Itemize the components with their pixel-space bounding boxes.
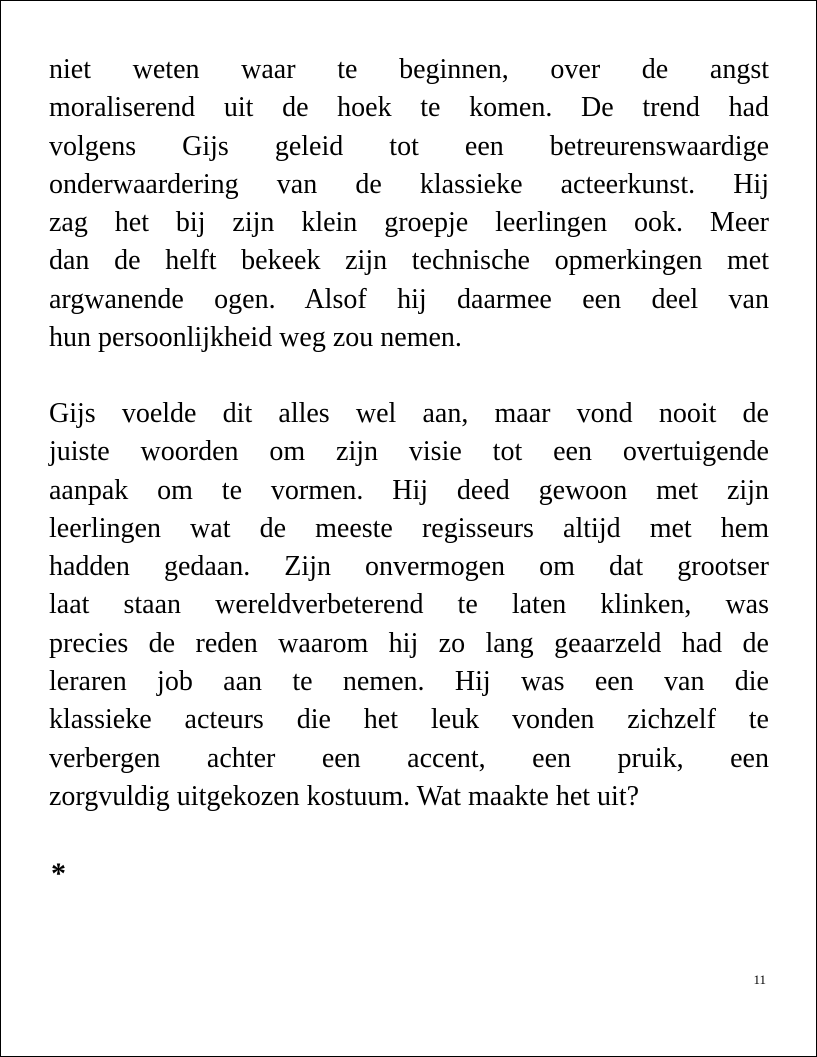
text-line: argwanende ogen. Alsof hij daarmee een deel van [49, 283, 769, 315]
text-line: precies de reden waarom hij zo lang geaarzeld had de [49, 627, 769, 659]
text-line: zag het bij zijn klein groepje leerlingen ook. Meer [49, 207, 769, 239]
text-line: volgens Gijs geleid tot een betreurenswaardige [49, 130, 769, 162]
text-line: verbergen achter een accent, een pruik, een [49, 742, 769, 774]
text-line: niet weten waar te beginnen, over de angst [49, 54, 769, 85]
text-line: aanpak om te vormen. Hij deed gewoon met zijn [49, 474, 769, 506]
text-line: klassieke acteurs die het leuk vonden zichzelf te [49, 704, 769, 736]
text-line: leerlingen wat de meeste regisseurs altijd met hem [49, 512, 769, 544]
paragraph-2 [49, 395, 769, 816]
text-line: moraliserend uit de hoek te komen. De trend had [49, 92, 769, 124]
page-number: 11 [753, 972, 766, 987]
text-line: dan de helft bekeek zijn technische opmerkingen met [49, 245, 769, 277]
text-line: hadden gedaan. Zijn onvermogen om dat grootser [49, 551, 769, 583]
text-line: hun persoonlijkheid weg zou nemen. [49, 322, 462, 354]
text-line: onderwaardering van de klassieke acteerkunst. Hij [49, 168, 769, 200]
text-line: zorgvuldig uitgekozen kostuum. Wat maakte het uit? [49, 780, 640, 812]
scene-break-asterisk: * [51, 857, 66, 890]
paragraph-1 [49, 51, 769, 357]
text-line: laat staan wereldverbeterend te laten klinken, was [49, 589, 769, 621]
text-line: Gijs voelde dit alles wel aan, maar vond nooit de [49, 398, 769, 429]
text-line: juiste woorden om zijn visie tot een overtuigende [49, 436, 769, 468]
text-line: leraren job aan te nemen. Hij was een van die [49, 666, 769, 698]
